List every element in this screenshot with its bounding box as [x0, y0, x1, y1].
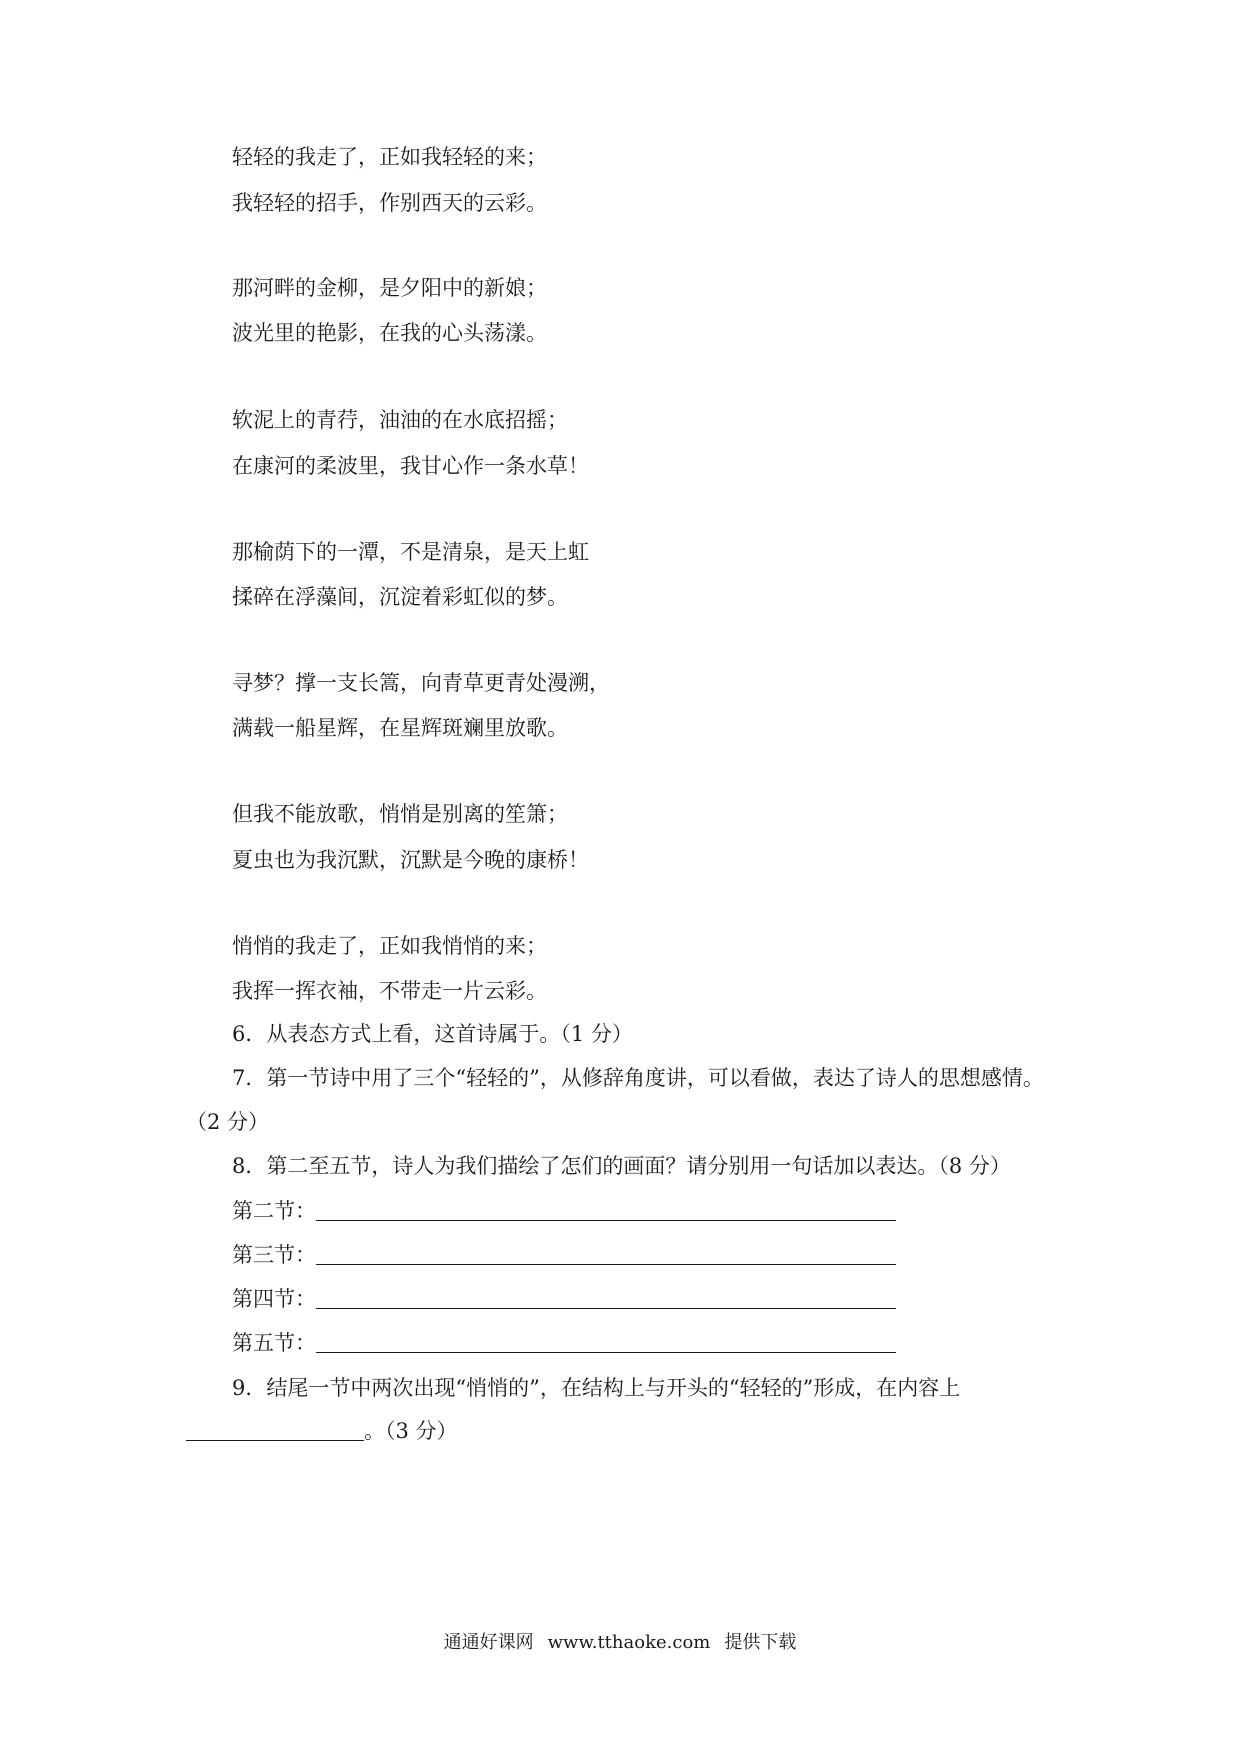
- poem-line: 那河畔的金柳，是夕阳中的新娘；: [232, 276, 547, 300]
- poem-line: 我轻轻的招手，作别西天的云彩。: [232, 191, 547, 215]
- footer-site-name: 通通好课网: [443, 1632, 534, 1653]
- answer-row-section-4[interactable]: [232, 1284, 896, 1314]
- poem-line: 我挥一挥衣袖，不带走一片云彩。: [232, 979, 547, 1003]
- poem-line: 软泥上的青荇，油油的在水底招摇；: [232, 408, 568, 432]
- answer-blank[interactable]: [316, 1240, 896, 1265]
- answer-row-section-5[interactable]: [232, 1328, 896, 1358]
- footer-note: 提供下载: [724, 1632, 797, 1653]
- footer-url: www.tthaoke.com: [547, 1632, 711, 1653]
- answer-blank[interactable]: [316, 1328, 896, 1353]
- poem-line: 轻轻的我走了，正如我轻轻的来；: [232, 145, 547, 169]
- answer-row-section-2[interactable]: [232, 1196, 896, 1226]
- question-7: 7．第一节诗中用了三个“轻轻的”，从修辞角度讲，可以看做，表达了诗人的思想感情。: [232, 1066, 1044, 1090]
- answer-label: 第三节：: [232, 1243, 316, 1267]
- poem-line: 在康河的柔波里，我甘心作一条水草！: [232, 454, 589, 478]
- poem-line: 那榆荫下的一潭，不是清泉，是天上虹: [232, 540, 589, 564]
- poem-line: 满载一船星辉，在星辉斑斓里放歌。: [232, 716, 568, 740]
- page-footer: [0, 1630, 1240, 1656]
- poem-line: 波光里的艳影，在我的心头荡漾。: [232, 321, 547, 345]
- question-9-continuation: [186, 1416, 458, 1446]
- poem-line: 寻梦？撑一支长篙，向青草更青处漫溯，: [232, 671, 610, 695]
- answer-blank[interactable]: [316, 1196, 896, 1221]
- answer-blank[interactable]: [316, 1284, 896, 1309]
- answer-label: 第五节：: [232, 1331, 316, 1355]
- question-9-score: 。（3 分）: [364, 1419, 458, 1443]
- answer-blank[interactable]: [186, 1416, 364, 1441]
- question-9: 9．结尾一节中两次出现“悄悄的”，在结构上与开头的“轻轻的”形成，在内容上: [232, 1376, 961, 1400]
- question-7-score: （2 分）: [186, 1110, 270, 1134]
- answer-row-section-3[interactable]: [232, 1240, 896, 1270]
- poem-line: 悄悄的我走了，正如我悄悄的来；: [232, 934, 547, 958]
- answer-label: 第二节：: [232, 1199, 316, 1223]
- poem-line: 但我不能放歌，悄悄是别离的笙箫；: [232, 802, 568, 826]
- answer-label: 第四节：: [232, 1287, 316, 1311]
- poem-line: 揉碎在浮藻间，沉淀着彩虹似的梦。: [232, 585, 568, 609]
- poem-line: 夏虫也为我沉默，沉默是今晚的康桥！: [232, 848, 589, 872]
- question-8: 8．第二至五节，诗人为我们描绘了怎们的画面？请分别用一句话加以表达。（8 分）: [232, 1154, 1011, 1178]
- question-6: 6．从表态方式上看，这首诗属于。（1 分）: [232, 1022, 633, 1046]
